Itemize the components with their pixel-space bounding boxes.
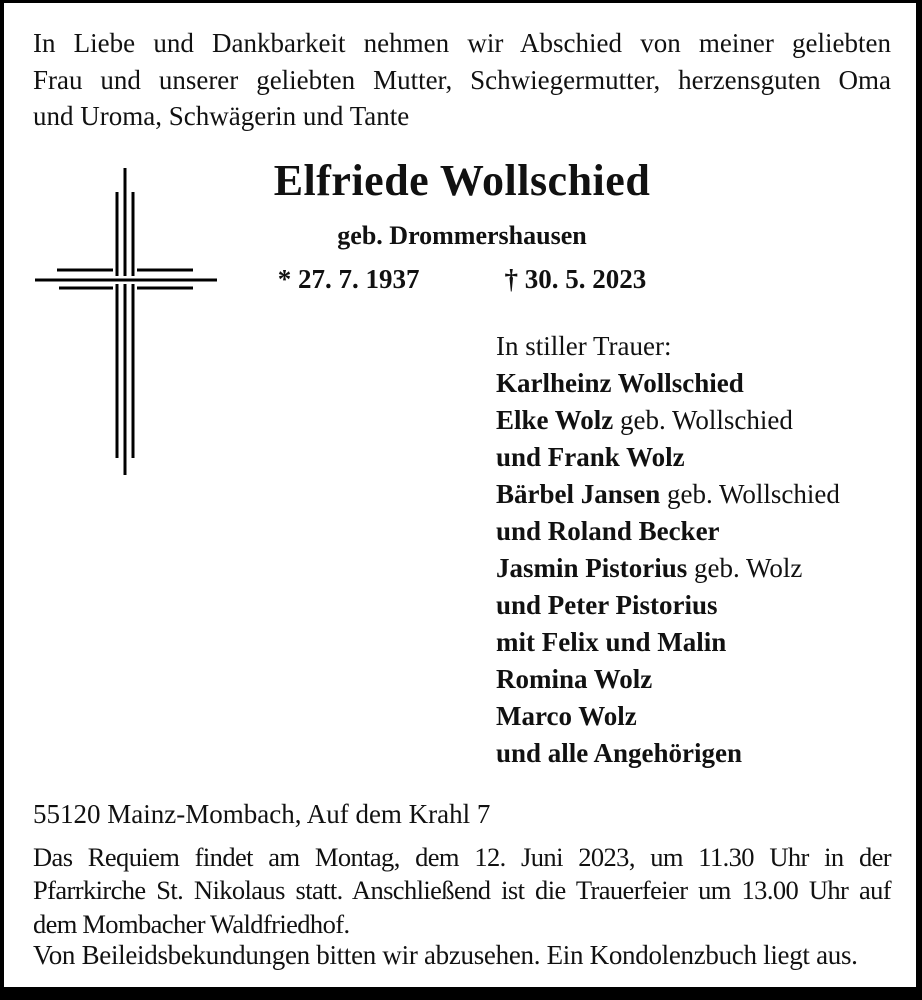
intro-line: und Uroma, Schwägerin und Tante [33, 101, 410, 132]
service-line: dem Mombacher Waldfriedhof. [33, 908, 350, 939]
mourner-line: Romina Wolz [496, 664, 653, 694]
service-line: Pfarrkirche St. Nikolaus statt. Anschließend ist die Trauerfeier um 13.00 Uhr auf [33, 875, 891, 906]
mourner-line: mit Felix und Malin [496, 627, 727, 657]
death-date: † 30. 5. 2023 [504, 264, 647, 294]
intro-line: Frau und unserer geliebten Mutter, Schwiegermutter, herzensguten Oma [33, 64, 891, 95]
mourners-list [496, 328, 840, 772]
cross-icon [30, 165, 225, 480]
intro-line: In Liebe und Dankbarkeit nehmen wir Abschied von meiner geliebten [33, 28, 891, 58]
life-dates [33, 264, 891, 295]
mourner-line: Karlheinz Wollschied [496, 368, 744, 398]
mourner-line: Bärbel Jansen geb. Wollschied [496, 479, 840, 509]
frame-border-bottom [0, 987, 922, 1000]
service-paragraph [33, 841, 891, 941]
mourner-line: Marco Wolz [496, 701, 637, 731]
mourner-line: Jasmin Pistorius geb. Wolz [496, 553, 803, 583]
intro-paragraph [33, 25, 891, 135]
mourner-line: und Frank Wolz [496, 442, 685, 472]
mourner-line: und alle Angehörigen [496, 738, 743, 768]
mourner-line: und Roland Becker [496, 516, 720, 546]
address-line: 55120 Mainz-Mombach, Auf dem Krahl 7 [33, 799, 491, 829]
frame-border-left [0, 0, 4, 1000]
mourner-line: Elke Wolz geb. Wollschied [496, 405, 793, 435]
maiden-name: geb. Drommershausen [337, 221, 587, 250]
birth-date: * 27. 7. 1937 [277, 264, 420, 294]
mourner-line: und Peter Pistorius [496, 590, 718, 620]
frame-border-right [916, 0, 922, 1000]
condolence-note: Von Beileidsbekundungen bitten wir abzusehen. Ein Kondolenzbuch liegt aus. [33, 940, 858, 970]
frame-border-top [0, 0, 922, 3]
service-line: Das Requiem findet am Montag, dem 12. Juni 2023, um 11.30 Uhr in der [33, 842, 891, 872]
deceased-name: Elfriede Wollschied [273, 156, 651, 205]
mourners-intro: In stiller Trauer: [496, 331, 672, 361]
